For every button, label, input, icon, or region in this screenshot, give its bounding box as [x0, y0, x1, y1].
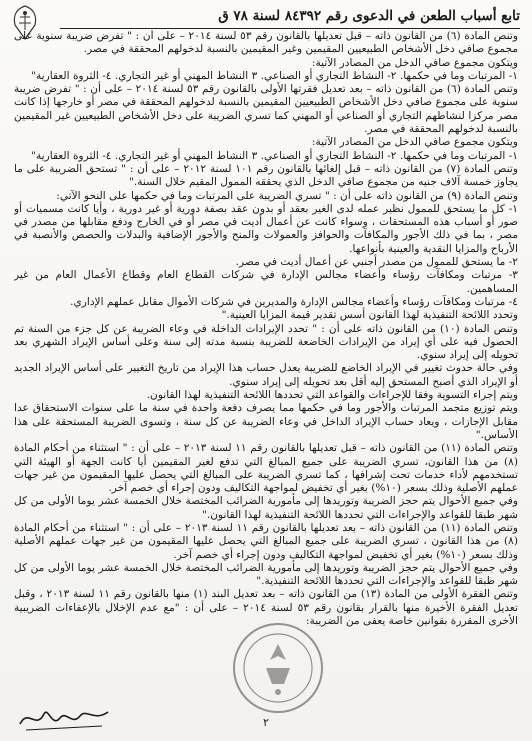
- paragraph: وتنص المادة (٩) من القانون ذاته على أن : " تسري الضريبة على المرتبات وما في حكمها على النحو الآتي:: [56, 189, 518, 202]
- official-seal-stamp: [230, 620, 326, 716]
- paragraph: وفي جميع الأحوال يتم حجز الضريبة وتوريدها إلى مأمورية الضرائب المختصة خلال الخمسة عشر يوما الأولى من كل شهر طبقا للقواعد والإجراءات التي تحددها اللائحة التنفيذية.": [14, 561, 518, 588]
- paragraph: ويتكون مجموع صافي الدخل من المصادر الآتية:: [311, 56, 518, 69]
- paragraph: ٣- مرتبات ومكافآت رؤساء وأعضاء مجالس الإدارة في شركات القطاع العام وقطاع الأعمال العام من غير المساهمين.: [14, 269, 518, 295]
- paragraph: ١- كل ما يستحق للممول نظير عمله لدى الغير بعقد أو بدون عقد بصفة دورية أو غير دورية ، وأيا كانت مسميات أو صور أو أسباب هذه المستحقات ، وسواء كانت عن أعمال أديت في مصر أو في الخارج ودفع مقابلها من مصدر في مصر ، بما في ذلك الأجور والمكافآت والحوافز والعمولات والمنح والأجور الإضافية والبدلات والحصص والأنصبة في الأرباح والمزايا النقدية والعينية بأنواعها.: [14, 202, 518, 255]
- paragraph: وتنص المادة (٦) من القانون ذاته – بعد تعديل فقرتها الأولى بالقانون رقم ٥٣ لسنة ٢٠١٤ – على أن : " تفرض ضريبة سنوية على مجموع صافي دخل الأشخاص الطبيعيين المقيمين بالنسبة لدخولهم المحققة في مصر أو خارجها إذا كانت مصر مركزا لنشاطهم التجاري أو الصناعي أو المهني كما تسري الضريبة على دخل الأشخاص الطبيعيين غير المقيمين بالنسبة لدخولهم المحققة في مصر.: [14, 83, 518, 136]
- paragraph: ١- المرتبات وما في حكمها. ٢- النشاط التجاري أو الصناعي. ٣ النشاط المهني أو غير التجاري. ٤- الثروة العقارية": [31, 149, 518, 162]
- paragraph: وتحدد اللائحة التنفيذية لهذا القانون أسس تقدير قيمة المزايا العينية.": [221, 309, 518, 322]
- paragraph: وتنص المادة (٧) من القانون ذاته – قبل إلغائها بالقانون رقم ١٠١ لسنة ٢٠١٢ – على أن : " تستحق الضريبة على ما يجاوز خمسة آلاف جنيه من مجموع صافي الدخل الذي يحققه الممول المقيم خلال السنة.": [14, 162, 518, 189]
- paragraph: وتنص الفقرة الأولى من المادة (١٣) من القانون ذاته – بعد تعديل البند (١) منها بالقانون رقم ١١ لسنة ٢٠١٣ ، وقبل تعديل الفقرة الأخيرة منها بالقرار بقانون رقم ٥٣ لسنة ٢٠١٤ – على أن : "مع عدم الإخلال بالإعفاءات الضريبية الأخرى المقررة بقوانين خاصة يعفى من الضريبة:: [14, 588, 518, 628]
- header-title: تابع أسباب الطعن في الدعوى رقم ٨٤٣٩٢ لسنة ٧٨ ق: [218, 8, 520, 24]
- paragraph: وفي حالة حدوث تغيير في الإيراد الخاضع للضريبة يعدل حساب هذا الإيراد من تاريخ التغيير على أساس الإيراد الجديد أو الإيراد الذي أصبح المستحق إليه أقل بعد تحويله إلى إيراد سنوي.: [14, 362, 518, 388]
- paragraph: ويتم توزيع متجمد المرتبات والأجور وما في حكمها مما يصرف دفعة واحدة في سنة ما على سنوات الاستحقاق عدا مقابل الإجازات ، ويعاد حساب الإيراد الداخل في وعاء الضريبة عن كل سنة ، وتسوى الضريبة المستحقة على هذا الأساس.": [14, 402, 518, 441]
- paragraph: وتنص المادة (١١) من القانون ذاته – قبل تعديلها بالقانون رقم ١١ لسنة ٢٠١٣ – على أن : " استثناء من أحكام المادة (٨) من هذا القانون، تسري الضريبة على جميع المبالغ التي تدفع لغير المقيمين أيا كانت الجهة أو الهيئة التي تستخدمهم لأداء خدمات تحت إشرافها ، كما تسري الضريبة على المبالغ التي يحصل عليها المقيمون من غير جهات عملهم الأصلية وذلك بسعر (١٠%) بغير أي تخفيض لمواجهة التكاليف ودون إجراء أي خصم آخر.: [14, 442, 518, 495]
- paragraph: وتنص المادة (١٠) من القانون ذاته على أن : " تحدد الإيرادات الداخلة في وعاء الضريبة عن كل جزء من السنة تم الحصول فيه على أي إيراد من الإيرادات الخاضعة للضريبة بنسبة مدته إلى سنة وعلى أساس الإيراد الشهري بعد تحويله إلى إيراد سنوي.: [14, 322, 518, 362]
- page-number: ٢: [263, 716, 269, 729]
- paragraph: ١- المرتبات وما في حكمها. ٢- النشاط التجاري أو الصناعي. ٣ النشاط المهني أو غير التجاري. ٤- الثروة العقارية": [31, 69, 518, 82]
- document-header: [60, 4, 520, 29]
- paragraph: ويتم إجراء التسوية وفقا للإجراءات والقواعد التي تحددها اللائحة التنفيذية لهذا القانون.: [146, 389, 518, 402]
- paragraph: ٢- ما يستحق للممول من مصدر أجنبي عن أعمال أديت في مصر.: [235, 256, 518, 269]
- paragraph: وتنص المادة (١١) من القانون ذاته – بعد تعديلها بالقانون رقم ١١ لسنة ٢٠١٣ – على أن : " استثناء من أحكام المادة (٨) من هذا القانون ، تسري الضريبة على جميع المبالغ التي يحصل عليها المقيمون من غير جهات عملهم الأصلية وذلك بسعر (١٠%) بغير أي تخفيض لمواجهة التكاليف ودون إجراء أي خصم آخر.: [14, 521, 518, 561]
- paragraph: ويتكون مجموع صافي الدخل من المصادر الآتية:: [311, 136, 518, 149]
- paragraph: وفي جميع الأحوال يتم حجز الضريبة وتوريدها إلى مأمورية الضرائب المختصة خلال الخمسة عشر يوما الأولى من كل شهر طبقا للقواعد والإجراءات التي تحددها اللائحة التنفيذية لهذا القانون.": [14, 495, 518, 521]
- paragraph: وتنص المادة (٦) من القانون ذاته – قبل تعديلها بالقانون رقم ٥٣ لسنة ٢٠١٤ – على أن : " تفرض ضريبة سنوية على مجموع صافي دخل الأشخاص الطبيعيين المقيمين وغير المقيمين بالنسبة لدخولهم المحققة في مصر.: [14, 30, 518, 56]
- paragraph: ٤- مرتبات ومكافآت رؤساء وأعضاء مجالس الإدارة والمديرين في شركات الأموال مقابل عملهم الإداري.: [70, 295, 518, 308]
- document-body: [14, 30, 518, 699]
